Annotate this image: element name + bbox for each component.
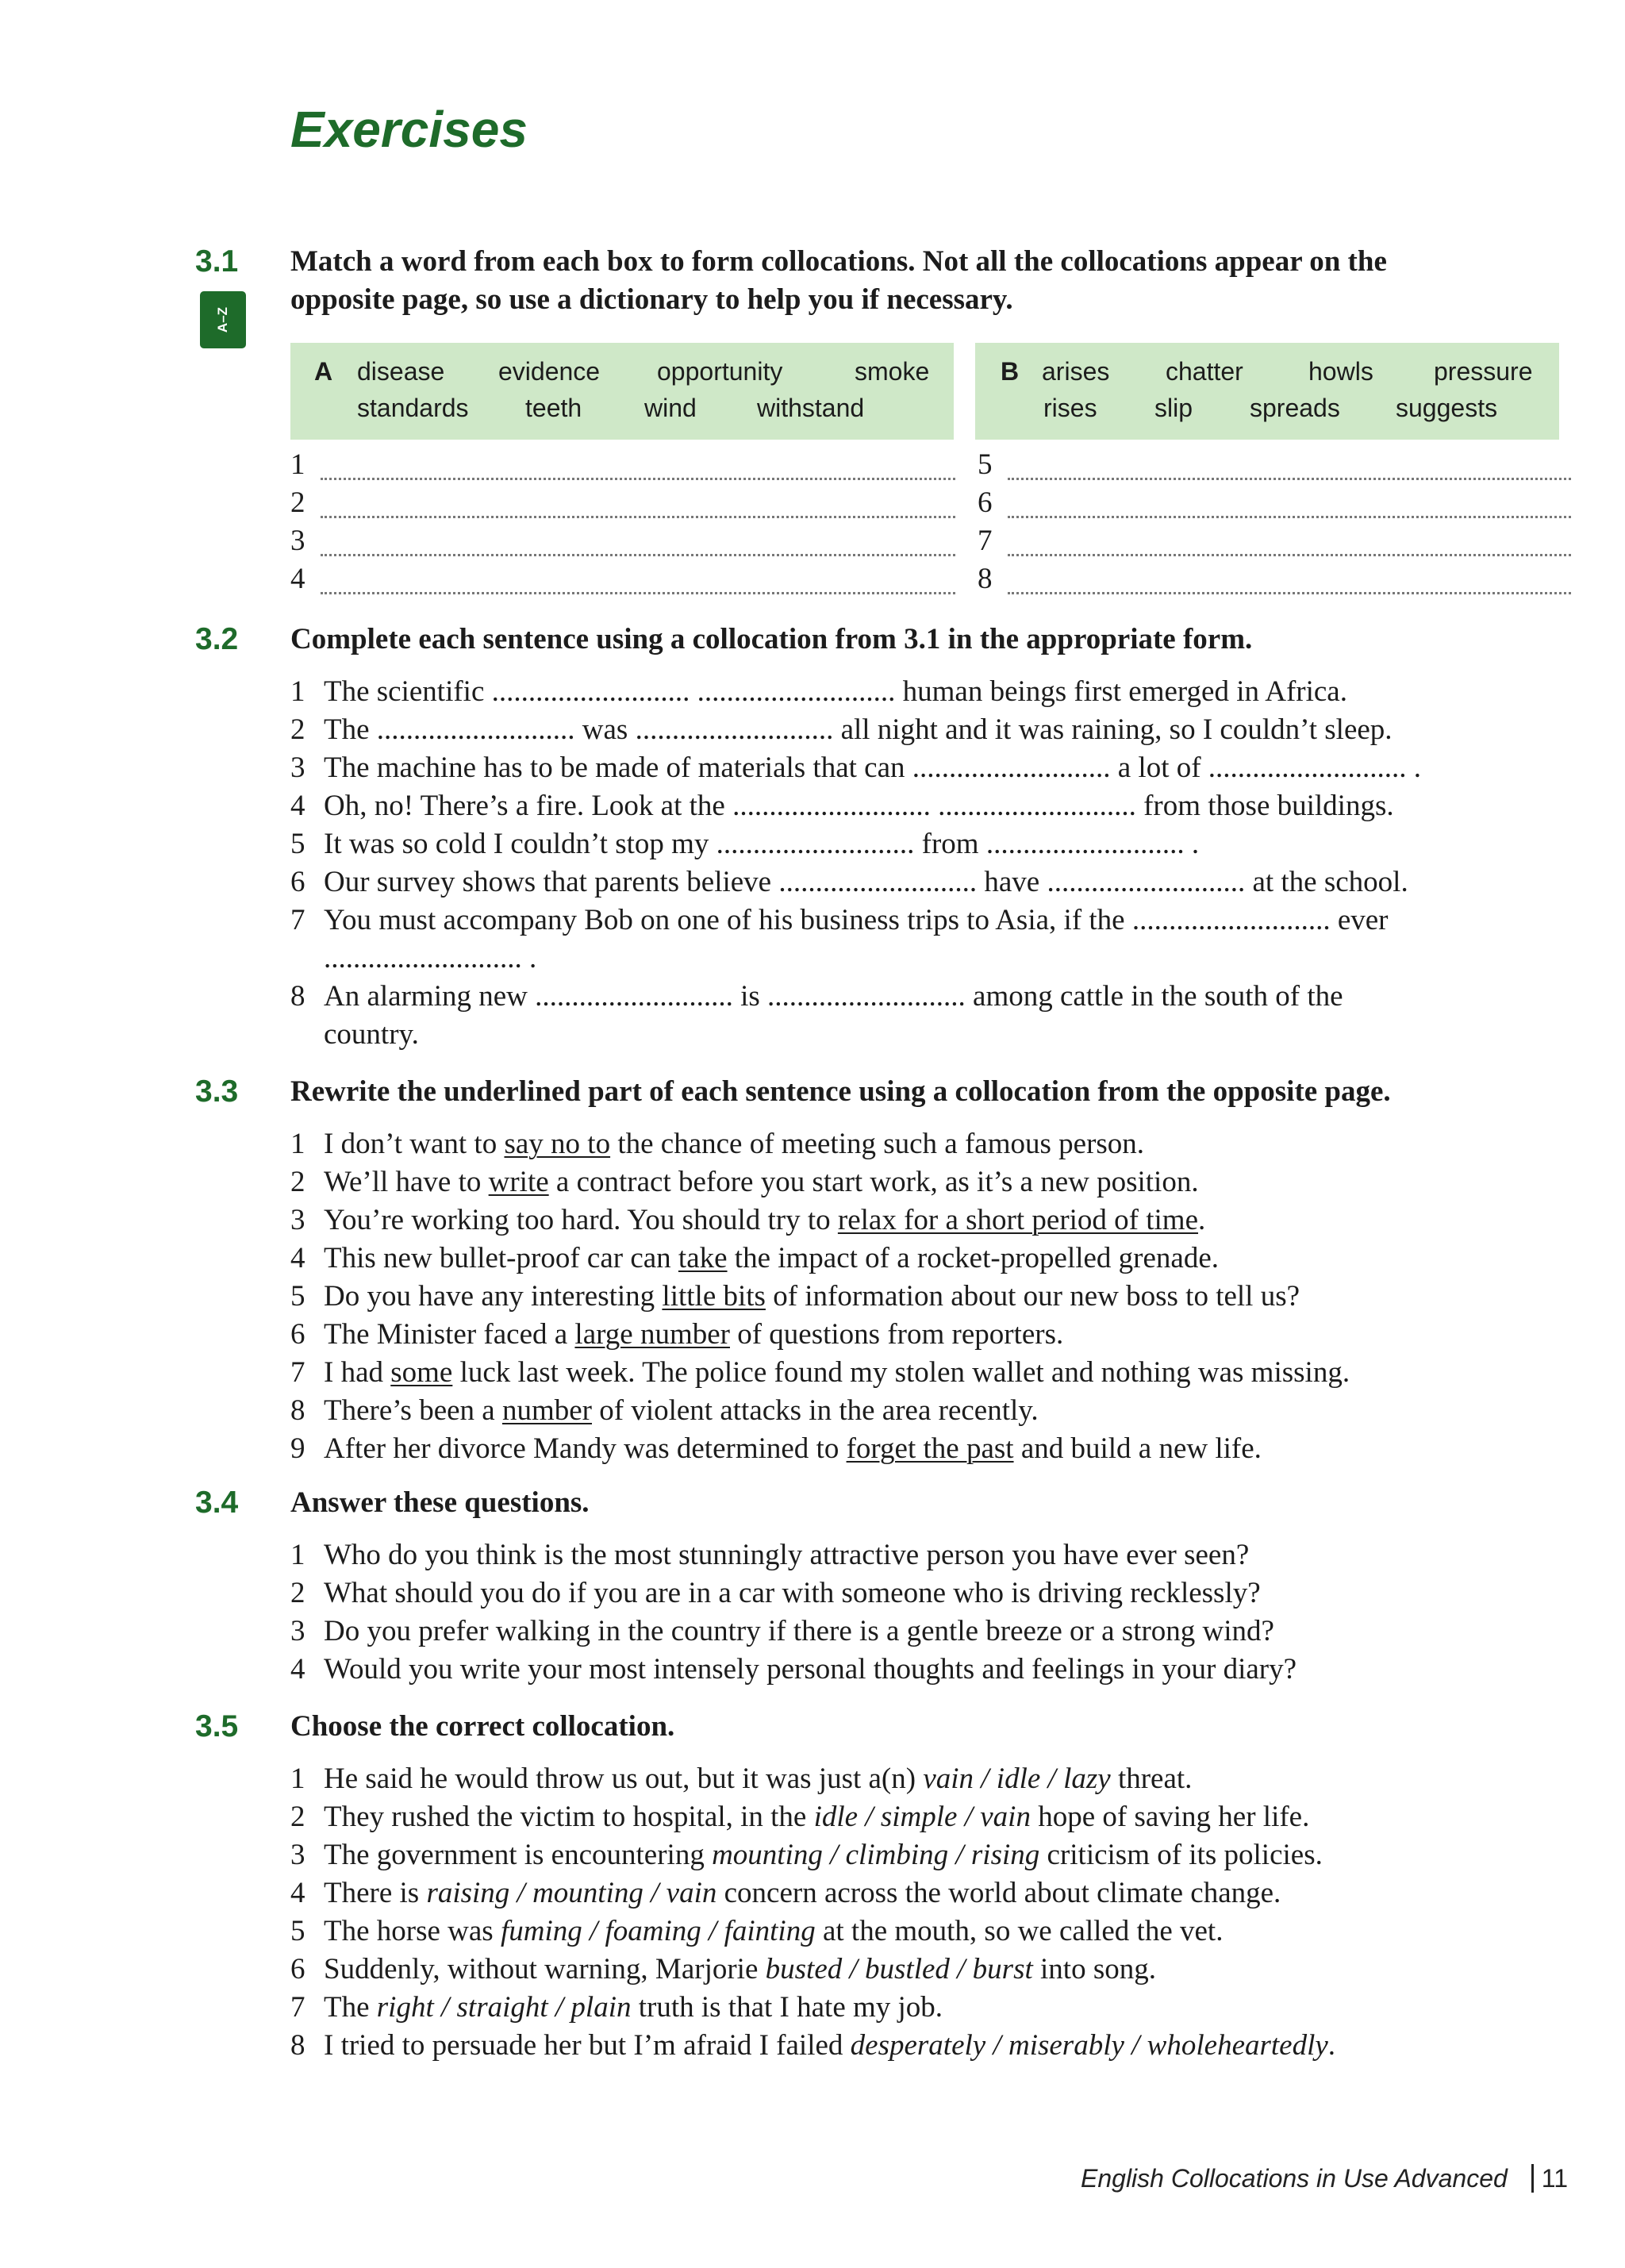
box-b-word: howls xyxy=(1308,357,1373,386)
box-a-word: evidence xyxy=(498,357,601,386)
page-title: Exercises xyxy=(290,101,528,158)
book-title: English Collocations in Use Advanced xyxy=(1081,2164,1508,2193)
answer-line-6[interactable]: 6 xyxy=(978,486,1571,524)
answer-line-4[interactable]: 4 xyxy=(290,562,955,600)
instruction-line-2: opposite page, so use a dictionary to help you if necessary. xyxy=(290,283,1013,316)
exercise-3-2-items xyxy=(290,673,1422,1054)
list-item-continuation: ........................... . xyxy=(324,942,537,974)
page-number: 11 xyxy=(1531,2164,1568,2193)
exercise-number-3-3: 3.3 xyxy=(195,1074,239,1109)
list-item: 2 The ........................... was ........................... all night and it was raining, so I couldn’t sleep. xyxy=(290,713,1393,746)
dictionary-icon: A–Z xyxy=(200,291,246,348)
box-b-word: chatter xyxy=(1166,357,1243,386)
list-item: 3 The machine has to be made of materials that can ........................... a lot of ........................... . xyxy=(290,752,1422,784)
answer-line-1[interactable]: 1 xyxy=(290,448,955,486)
exercise-number-3-4: 3.4 xyxy=(195,1486,239,1520)
list-item: 6 Our survey shows that parents believe ........................... have ........................... at the school. xyxy=(290,866,1408,898)
list-item: 5 It was so cold I couldn’t stop my ........................... from ........................... . xyxy=(290,828,1200,860)
exercise-3-5-instruction: Choose the correct collocation. xyxy=(290,1710,675,1743)
box-a-word: wind xyxy=(644,394,697,422)
box-b-word: arises xyxy=(1042,357,1110,386)
word-box-a xyxy=(290,343,954,440)
box-b-word: spreads xyxy=(1250,394,1340,422)
answer-line-5[interactable]: 5 xyxy=(978,448,1571,486)
box-b-word: rises xyxy=(1043,394,1097,422)
list-item-continuation: country. xyxy=(324,1018,419,1051)
box-a-word: smoke xyxy=(855,357,930,386)
exercise-number-3-2: 3.2 xyxy=(195,622,239,656)
box-letter-b: B xyxy=(1001,357,1020,386)
box-a-word: opportunity xyxy=(657,357,783,386)
exercise-3-3-instruction: Rewrite the underlined part of each sentence using a collocation from the opposite page. xyxy=(290,1075,1391,1108)
box-b-word: suggests xyxy=(1396,394,1498,422)
exercise-3-2-instruction: Complete each sentence using a collocation from 3.1 in the appropriate form. xyxy=(290,623,1253,655)
exercise-number-3-1: 3.1 xyxy=(195,244,239,279)
exercise-number-3-5: 3.5 xyxy=(195,1709,239,1743)
box-b-word: slip xyxy=(1154,394,1193,422)
list-item: 8 An alarming new ........................... is ........................... among cattle in the south of the xyxy=(290,980,1343,1013)
answer-line-3[interactable]: 3 xyxy=(290,524,955,562)
answer-line-2[interactable]: 2 xyxy=(290,486,955,524)
list-item: 1 The scientific ........................... ........................... human beings first emerged in Africa. xyxy=(290,675,1347,708)
box-letter-a: A xyxy=(314,357,333,386)
answer-line-8[interactable]: 8 xyxy=(978,562,1571,600)
answer-line-7[interactable]: 7 xyxy=(978,524,1571,562)
exercise-3-1-instruction xyxy=(290,243,1387,319)
box-a-word: disease xyxy=(357,357,445,386)
page-footer xyxy=(1081,2164,1568,2193)
box-b-word: pressure xyxy=(1434,357,1533,386)
list-item: 4 Oh, no! There’s a fire. Look at the ........................... ........................... from those buildings. xyxy=(290,790,1394,822)
box-a-word: standards xyxy=(357,394,469,422)
box-a-word: withstand xyxy=(757,394,865,422)
instruction-line-1: Match a word from each box to form collocations. Not all the collocations appear on the xyxy=(290,245,1387,278)
exercise-3-4-instruction: Answer these questions. xyxy=(290,1486,590,1519)
word-box-b xyxy=(975,343,1559,440)
list-item: 7 You must accompany Bob on one of his business trips to Asia, if the ........................... ever xyxy=(290,904,1389,936)
box-a-word: teeth xyxy=(525,394,582,422)
